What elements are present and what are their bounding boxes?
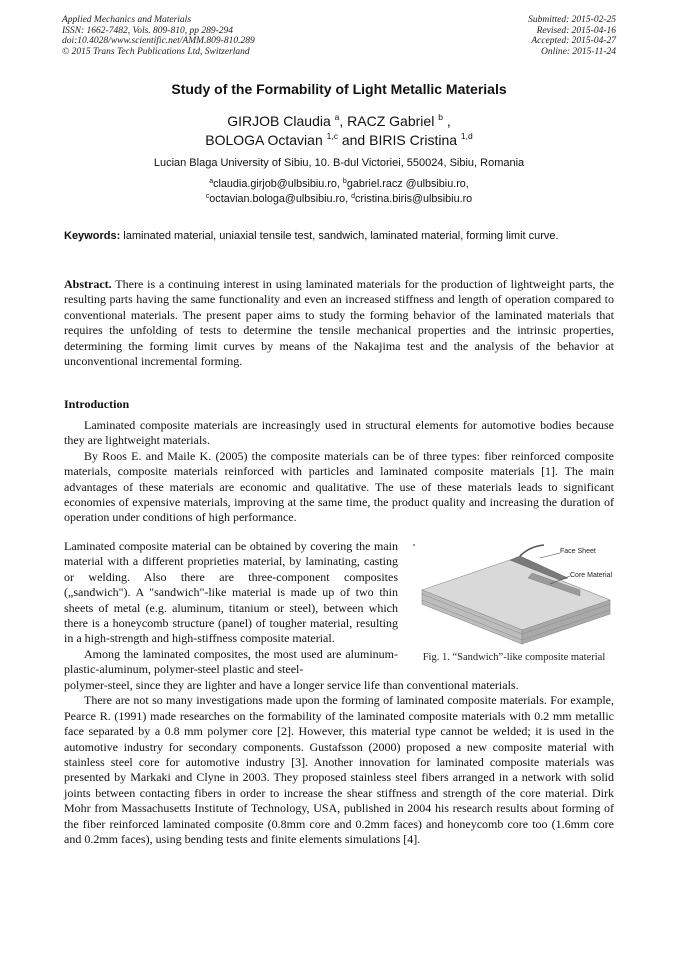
abstract-text: There is a continuing interest in using laminated materials for the production of lightweight parts, the resulting parts having the same functionality and even an increased stiffness and length of operation compared to conventional materials. The present paper aims to study the forming behavior of the laminated materials that requires the unfolding of tests to determine the tensile mechanical properties and the intrinsic properties, determining the forming limit curves by means of the Nakajima test and the analysis of the behavior at unconventional incremental forming. [64, 277, 614, 369]
abstract-label: Abstract. [64, 277, 112, 291]
issn-line: ISSN: 1662-7482, Vols. 809-810, pp 289-294 [62, 25, 233, 36]
keywords-label: Keywords: [64, 230, 121, 242]
paragraph: There are not so many investigations made upon the forming of laminated composite materials. For example, Pearce R. (1991) made researches on the formability of the laminated composite materials with 0.2 mm metallic face separated by a 0.8 mm polymer core [2]. However, this material type cannot be welded; it is used in the automotive industry for secondary components. Gustafsson (2000) proposed a new composite material with stainless steel core for automotive industry [3]. Another innovation for laminated composite materials was presented by Markaki and Clyne in 2003. They proposed stainless steel fibers arranged in a network with solid joints between contacting fibers in order to increase the shear stiffness and strength of the core material. Dirk Mohr from Massachusetts Institute of Technology, USA, published in 2004 his research results about forming of the fiber reinforced laminated composite (0.8mm core and 0.2mm faces) and honeycomb core too (1.6mm core and 0.2mm faces), using bending tests and finite elements simulations [4]. [64, 693, 614, 847]
affiliation: Lucian Blaga University of Sibiu, 10. B-dul Victoriei, 550024, Sibiu, Romania [153, 157, 525, 169]
paragraph: Laminated composite materials are increasingly used in structural elements for automotive bodies because they are lightweight materials. [64, 418, 614, 448]
doi-line: doi:10.4028/www.scientific.net/AMM.809-810.289 [62, 36, 255, 47]
author-name: BOLOGA Octavian [205, 132, 323, 148]
figure-mark-dot [413, 544, 415, 546]
email-mark: b [342, 178, 347, 185]
author-list [62, 112, 616, 150]
author-line-2 [62, 131, 616, 150]
dates-info [356, 15, 616, 57]
face-sheet-leader [540, 553, 560, 558]
author-separator: , [339, 113, 348, 129]
intro-body-top [64, 418, 614, 526]
submitted-date: Submitted: 2015-02-25 [528, 15, 616, 25]
keywords [64, 229, 614, 244]
email-mark: a [209, 178, 214, 185]
author-name: RACZ Gabriel [347, 113, 435, 129]
sandwich-illustration [410, 540, 618, 650]
email-mark: d [351, 193, 356, 200]
author-line-1 [62, 112, 616, 131]
author-affil-mark: b [438, 112, 443, 122]
journal-name: Applied Mechanics and Materials [62, 15, 192, 25]
keywords-text: laminated material, uniaxial tensile test, sandwich, laminated material, forming limit curve. [120, 230, 559, 242]
paragraph: By Roos E. and Maile K. (2005) the composite materials can be of three types: fiber reinforced composite materials, composite materials reinforced with particles and laminated composite materials [1]. The main advantages of these materials are economic and qualitative. The use of these materials leads to significant economies of expensive materials, improving at the same time, the product quality and increasing the duration of operation under conditions of high performance. [64, 448, 614, 525]
section-heading-introduction: Introduction [64, 397, 130, 411]
email-link[interactable]: octavian.bologa@ulbsibiu.ro, [209, 193, 352, 205]
author-name: GIRJOB Claudia [227, 113, 331, 129]
author-name: BIRIS Cristina [369, 132, 458, 148]
email-link[interactable]: gabriel.racz @ulbsibiu.ro, [346, 178, 469, 190]
email-list [62, 177, 616, 207]
accepted-date: Accepted: 2015-04-27 [531, 36, 616, 47]
author-affil-mark: 1,c [326, 131, 338, 141]
face-sheet-curl [520, 545, 544, 556]
paragraph: polymer-steel, since they are lighter and have a longer service life than conventional materials. [64, 678, 519, 692]
email-link[interactable]: cristina.biris@ulbsibiu.ro [355, 193, 473, 205]
intro-body-bottom [64, 678, 614, 847]
core-material-label: Core Material [570, 572, 613, 579]
author-affil-mark: 1,d [460, 131, 473, 141]
figure-caption: Fig. 1. “Sandwich”-like composite material [422, 652, 606, 663]
paper-title: Study of the Formability of Light Metallic Materials [171, 81, 507, 97]
abstract [64, 277, 614, 369]
email-link[interactable]: claudia.girjob@ulbsibiu.ro, [213, 178, 343, 190]
author-conjunction: and [337, 132, 370, 148]
author-separator: , [442, 113, 451, 129]
author-affil-mark: a [334, 112, 340, 122]
revised-date: Revised: 2015-04-16 [536, 25, 616, 36]
journal-info [62, 15, 382, 57]
paragraph: Among the laminated composites, the most used are aluminum-plastic-aluminum, polymer-steel plastic and steel- [64, 646, 398, 677]
paragraph: Laminated composite material can be obtained by covering the main material with a different proprieties material, by laminating, casting or welding. Also there are three-component composites („sandwich"). A "sandwich"-like material is made up of two thin sheets of metal (e.g. aluminum, titanium or steel), between which there is a honeycomb structure (panel) of tougher material, resulting in a high-strength and high-stiffness composite material. [64, 539, 398, 646]
email-mark: c [205, 193, 210, 200]
online-date: Online: 2015-11-24 [540, 46, 616, 57]
face-sheet-label: Face Sheet [560, 548, 596, 555]
copyright-line: © 2015 Trans Tech Publications Ltd, Switzerland [62, 46, 250, 57]
intro-body-wrapped [64, 539, 398, 678]
